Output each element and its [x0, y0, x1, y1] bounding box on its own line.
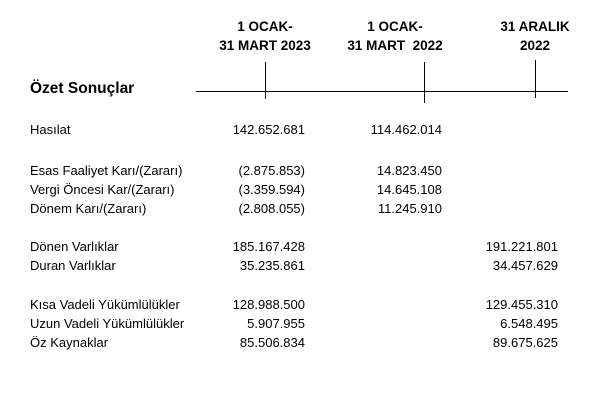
value-q1-2022: 114.462.014 [370, 122, 442, 137]
column-header-line2: 31 MART 2022 [347, 38, 443, 53]
row-label: Uzun Vadeli Yükümlülükler [30, 316, 185, 331]
column-header-fy-2022 [470, 17, 600, 55]
column-tick-q1-2023 [265, 62, 266, 99]
table-row [0, 181, 600, 199]
value-fy-2022: 191.221.801 [485, 239, 558, 254]
value-q1-2023: 185.167.428 [232, 239, 305, 254]
header-rule [196, 91, 568, 92]
value-q1-2023: 128.988.500 [232, 297, 305, 312]
value-q1-2023: 142.652.681 [232, 122, 305, 137]
table-row [0, 334, 600, 352]
value-q1-2022: 11.245.910 [377, 201, 442, 216]
value-q1-2023: (2.875.853) [238, 163, 305, 178]
column-header-line2: 2022 [519, 38, 551, 53]
value-q1-2023: (3.359.594) [238, 182, 305, 197]
row-label: Dönem Karı/(Zararı) [30, 201, 147, 216]
table-row [0, 200, 600, 218]
row-label: Kısa Vadeli Yükümlülükler [30, 297, 180, 312]
value-fy-2022: 34.457.629 [492, 258, 558, 273]
column-header-line1: 1 OCAK- [367, 19, 423, 34]
table-row [0, 315, 600, 333]
value-fy-2022: 6.548.495 [500, 316, 558, 331]
value-fy-2022: 89.675.625 [492, 335, 558, 350]
value-q1-2023: (2.808.055) [238, 201, 305, 216]
value-q1-2023: 35.235.861 [239, 258, 305, 273]
column-header-line1: 1 OCAK- [237, 19, 293, 34]
column-tick-q1-2022 [424, 62, 425, 103]
column-tick-fy-2022 [535, 60, 536, 98]
row-label: Vergi Öncesi Kar/(Zararı) [30, 182, 175, 197]
value-fy-2022: 129.455.310 [485, 297, 558, 312]
row-label: Hasılat [30, 122, 71, 137]
table-row [0, 121, 600, 139]
value-q1-2023: 85.506.834 [239, 335, 305, 350]
row-label: Duran Varlıklar [30, 258, 116, 273]
column-header-line1: 31 ARALIK [500, 19, 570, 34]
row-label: Öz Kaynaklar [30, 335, 109, 350]
table-row [0, 238, 600, 256]
value-q1-2023: 5.907.955 [247, 316, 305, 331]
table-row [0, 257, 600, 275]
column-header-q1-2022 [335, 17, 455, 55]
row-label: Esas Faaliyet Karı/(Zararı) [30, 163, 183, 178]
value-q1-2022: 14.823.450 [376, 163, 442, 178]
section-title: Özet Sonuçlar [30, 80, 135, 97]
table-row [0, 296, 600, 314]
value-q1-2022: 14.645.108 [376, 182, 442, 197]
column-header-line2: 31 MART 2023 [219, 38, 311, 53]
table-row [0, 162, 600, 180]
row-label: Dönen Varlıklar [30, 239, 119, 254]
column-header-q1-2023 [205, 17, 325, 55]
